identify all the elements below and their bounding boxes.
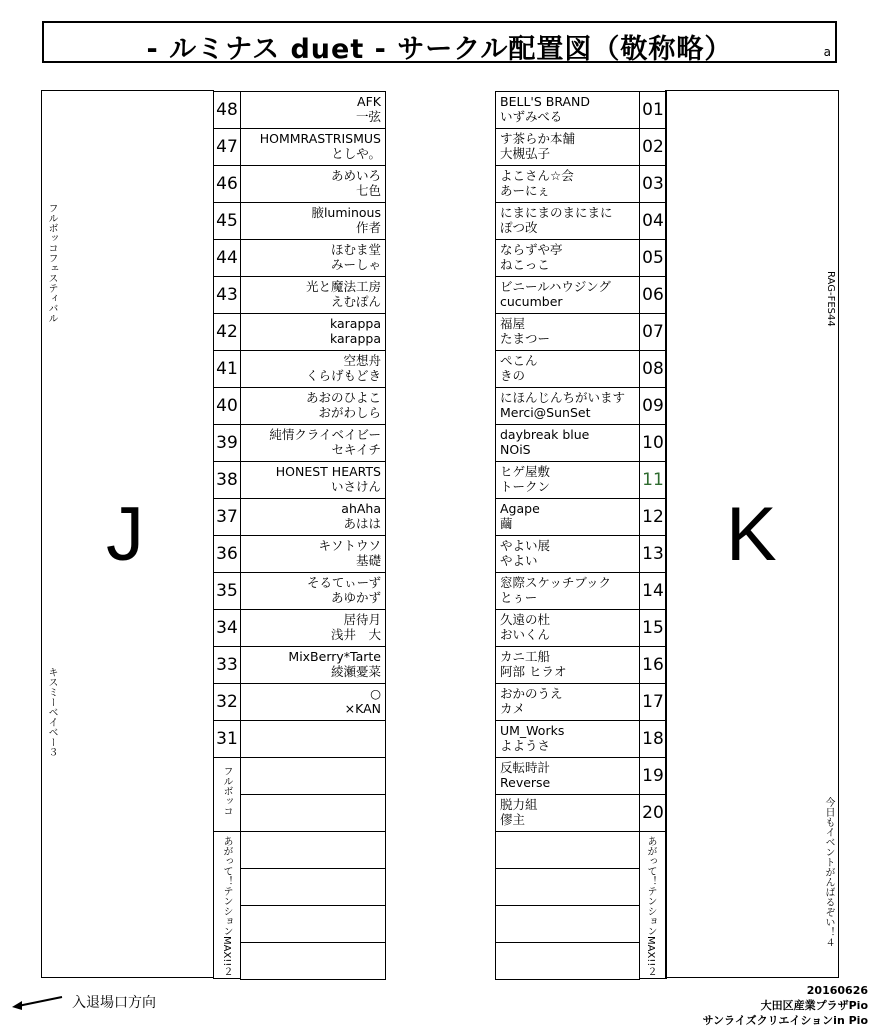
- circle-name: 純情クライベイビー: [269, 427, 381, 442]
- right-space-number: 16: [639, 646, 667, 684]
- right-space-number: 18: [639, 720, 667, 758]
- author-name: くらげもどき: [305, 368, 381, 383]
- right-space-number: 03: [639, 165, 667, 203]
- author-name: えむぽん: [330, 294, 381, 309]
- circle-name: キソトウソ: [318, 538, 381, 553]
- footer-organizer: サンライズクリエイションin Pio: [702, 1014, 868, 1027]
- circle-name: やよい展: [500, 538, 551, 553]
- author-name: あーにぇ: [500, 183, 550, 198]
- circle-name: 脱力組: [500, 797, 538, 812]
- circle-name: カニ工船: [500, 649, 551, 664]
- left-space-number: 32: [213, 683, 241, 721]
- left-merged-block-1: [213, 757, 241, 832]
- right-circle-cell: [495, 128, 640, 166]
- left-wall-label-2: キスミーベイベー３: [46, 667, 57, 757]
- left-wall-strip: [41, 90, 214, 978]
- circle-name: AFK: [357, 94, 381, 109]
- left-circle-cell: [240, 683, 386, 721]
- author-name: みーしゃ: [330, 257, 381, 272]
- author-name: ねこっこ: [500, 257, 550, 272]
- author-name: よようさ: [500, 738, 551, 753]
- author-name: 基礎: [355, 553, 381, 568]
- left-space-number: 31: [213, 720, 241, 758]
- circle-name: おかのうえ: [500, 686, 563, 701]
- author-name: カメ: [500, 701, 526, 716]
- circle-name: BELL'S BRAND: [500, 94, 591, 109]
- circle-name: daybreak blue: [500, 427, 590, 442]
- right-merged-block: [639, 831, 667, 979]
- left-space-number: 48: [213, 91, 241, 129]
- right-space-number: 17: [639, 683, 667, 721]
- author-name: 一弦: [355, 109, 381, 124]
- left-space-number: 43: [213, 276, 241, 314]
- circle-name: 居待月: [343, 612, 381, 627]
- entrance-label: 入退場口方向: [72, 995, 156, 1011]
- right-wall-label-2: 今日もイベントがんばるぞい！４: [823, 797, 834, 947]
- author-name: トークン: [500, 479, 551, 494]
- circle-name: 福屋: [500, 316, 526, 331]
- left-block2-label: あがって！テンションMAX!!２: [221, 836, 232, 977]
- right-space-number: 13: [639, 535, 667, 573]
- left-circle-cell: [240, 202, 386, 240]
- left-circle-cell: [240, 276, 386, 314]
- author-name: やよい: [500, 553, 538, 568]
- right-block-label: あがって！テンションMAX!!２: [645, 836, 656, 977]
- circle-name: 空想舟: [343, 353, 381, 368]
- left-space-number: 33: [213, 646, 241, 684]
- right-circle-cell: [495, 609, 640, 647]
- author-name: セキイチ: [331, 442, 381, 457]
- right-circle-cell: [495, 239, 640, 277]
- right-space-number: 06: [639, 276, 667, 314]
- left-block-letter: J: [106, 492, 144, 577]
- left-space-number: 41: [213, 350, 241, 388]
- circle-name: ぺこん: [500, 353, 538, 368]
- circle-name: あおのひよこ: [305, 390, 381, 405]
- right-space-number: 01: [639, 91, 667, 129]
- left-circle-cell: [240, 942, 386, 980]
- author-name: あはは: [343, 516, 381, 531]
- left-space-number: 36: [213, 535, 241, 573]
- circle-name: HOMMRASTRISMUS: [259, 131, 381, 146]
- left-circle-cell: [240, 905, 386, 943]
- right-circle-cell: [495, 942, 640, 980]
- right-block-letter: K: [726, 492, 777, 577]
- circle-name: よこさん☆会: [500, 168, 574, 183]
- title-box: [42, 21, 837, 63]
- right-circle-cell: [495, 276, 640, 314]
- left-circle-cell: [240, 572, 386, 610]
- circle-name: ほむま堂: [330, 242, 381, 257]
- left-circle-cell: [240, 350, 386, 388]
- right-circle-cell: [495, 498, 640, 536]
- right-circle-cell: [495, 572, 640, 610]
- right-circle-cell: [495, 905, 640, 943]
- left-circle-cell: [240, 424, 386, 462]
- author-name: Reverse: [500, 775, 551, 790]
- left-circle-cell: [240, 313, 386, 351]
- right-circle-cell: [495, 350, 640, 388]
- left-space-number: 40: [213, 387, 241, 425]
- left-circle-cell: [240, 868, 386, 906]
- author-name: Merci@SunSet: [500, 405, 591, 420]
- left-block1-label: フルボッコ: [221, 766, 232, 816]
- circle-name: ヒゲ屋敷: [500, 464, 551, 479]
- right-space-number: 10: [639, 424, 667, 462]
- right-space-number: 11: [639, 461, 667, 499]
- right-space-number: 08: [639, 350, 667, 388]
- right-space-number: 07: [639, 313, 667, 351]
- left-circle-cell: [240, 831, 386, 869]
- circle-name: 光と魔法工房: [305, 279, 381, 294]
- circle-name: 久遠の杜: [500, 612, 551, 627]
- right-space-number: 19: [639, 757, 667, 795]
- left-space-number: 35: [213, 572, 241, 610]
- author-name: 綾瀬憂菜: [330, 664, 381, 679]
- left-wall-label-1: フルボッコフェスティバル: [46, 203, 57, 323]
- right-space-number: 09: [639, 387, 667, 425]
- left-circle-cell: [240, 757, 386, 795]
- right-circle-cell: [495, 535, 640, 573]
- author-name: 阿部 ヒラオ: [500, 664, 567, 679]
- author-name: 大槻弘子: [500, 146, 551, 161]
- right-space-number: 12: [639, 498, 667, 536]
- circle-name: ahAha: [341, 501, 381, 516]
- author-name: cucumber: [500, 294, 563, 309]
- author-name: NOiS: [500, 442, 531, 457]
- circle-name: 腋luminous: [311, 205, 381, 220]
- left-circle-cell: [240, 91, 386, 129]
- right-space-number: 04: [639, 202, 667, 240]
- arrow-left-icon: [10, 994, 66, 1010]
- right-circle-cell: [495, 91, 640, 129]
- left-circle-cell: [240, 128, 386, 166]
- right-circle-cell: [495, 646, 640, 684]
- left-circle-cell: [240, 535, 386, 573]
- right-circle-cell: [495, 720, 640, 758]
- right-circle-cell: [495, 831, 640, 869]
- left-space-number: 42: [213, 313, 241, 351]
- circle-name: ビニールハウジング: [500, 279, 611, 294]
- title-mark: a: [823, 45, 831, 59]
- left-space-number: 47: [213, 128, 241, 166]
- right-circle-cell: [495, 387, 640, 425]
- author-name: karappa: [329, 331, 381, 346]
- circle-name: HONEST HEARTS: [275, 464, 381, 479]
- author-name: としや。: [331, 146, 381, 161]
- author-name: おいくん: [500, 627, 551, 642]
- author-name: あゆかず: [330, 590, 381, 605]
- author-name: いずみべる: [500, 109, 563, 124]
- author-name: 僇主: [500, 812, 526, 827]
- right-circle-cell: [495, 424, 640, 462]
- author-name: 作者: [355, 220, 381, 235]
- circle-name: ならずや亭: [500, 242, 563, 257]
- author-name: おがわしら: [318, 405, 381, 420]
- author-name: きの: [500, 368, 526, 383]
- author-name: 繭: [500, 516, 513, 531]
- footer-date: 20160626: [806, 984, 868, 997]
- left-circle-cell: [240, 609, 386, 647]
- right-circle-cell: [495, 202, 640, 240]
- circle-name: 反転時計: [500, 760, 551, 775]
- circle-name: MixBerry*Tarte: [288, 649, 381, 664]
- left-space-number: 37: [213, 498, 241, 536]
- left-circle-cell: [240, 239, 386, 277]
- circle-name: Agape: [500, 501, 540, 516]
- circle-name: karappa: [329, 316, 381, 331]
- author-name: ×KAN: [344, 701, 381, 716]
- footer-venue: 大田区産業プラザPio: [760, 999, 868, 1012]
- right-space-number: 20: [639, 794, 667, 832]
- author-name: いさけん: [330, 479, 381, 494]
- circle-name: UM_Works: [500, 723, 565, 738]
- right-circle-cell: [495, 683, 640, 721]
- circle-name: す茶らか本舗: [500, 131, 576, 146]
- right-circle-cell: [495, 868, 640, 906]
- author-name: ぽつ改: [500, 220, 538, 235]
- left-circle-cell: [240, 387, 386, 425]
- right-wall-label-1: RAG-FES44: [825, 271, 836, 327]
- right-circle-cell: [495, 757, 640, 795]
- left-circle-cell: [240, 461, 386, 499]
- right-wall-strip: [665, 90, 839, 978]
- circle-name: そるてぃーず: [306, 575, 381, 590]
- right-circle-cell: [495, 794, 640, 832]
- page-title: - ルミナス duet - サークル配置図（敬称略）: [146, 34, 733, 65]
- right-space-number: 02: [639, 128, 667, 166]
- right-circle-cell: [495, 313, 640, 351]
- left-space-number: 34: [213, 609, 241, 647]
- author-name: とぅー: [500, 590, 538, 605]
- left-circle-cell: [240, 646, 386, 684]
- right-space-number: 05: [639, 239, 667, 277]
- left-circle-cell: [240, 498, 386, 536]
- circle-name: ○: [370, 686, 381, 701]
- author-name: 浅井 大: [330, 627, 381, 642]
- left-space-number: 39: [213, 424, 241, 462]
- left-merged-block-2: [213, 831, 241, 979]
- left-space-number: 45: [213, 202, 241, 240]
- left-circle-cell: [240, 165, 386, 203]
- author-name: たまつー: [500, 331, 551, 346]
- right-space-number: 15: [639, 609, 667, 647]
- circle-name: にほんじんちがいます: [500, 390, 626, 405]
- circle-name: 窓際スケッチブック: [500, 575, 612, 590]
- circle-name: にまにまのまにまに: [500, 205, 613, 220]
- right-space-number: 14: [639, 572, 667, 610]
- left-circle-cell: [240, 720, 386, 758]
- left-circle-cell: [240, 794, 386, 832]
- left-space-number: 38: [213, 461, 241, 499]
- circle-name: あめいろ: [330, 168, 381, 183]
- footer-info: [703, 983, 868, 1028]
- right-circle-cell: [495, 461, 640, 499]
- author-name: 七色: [355, 183, 381, 198]
- left-space-number: 44: [213, 239, 241, 277]
- right-circle-cell: [495, 165, 640, 203]
- left-space-number: 46: [213, 165, 241, 203]
